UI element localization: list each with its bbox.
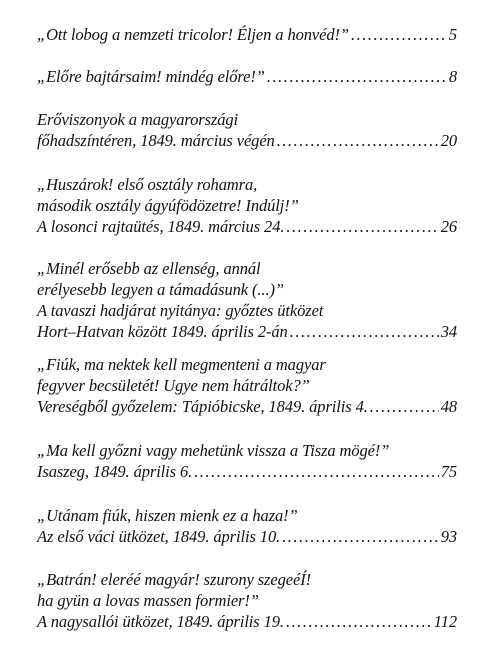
entry-title-line: ha gyün a lovas massen formier!”: [37, 591, 259, 610]
toc-entry[interactable]: [37, 66, 457, 87]
page-number: 93: [440, 527, 457, 546]
dot-leader: [267, 66, 447, 87]
toc-entry[interactable]: [37, 109, 457, 151]
dot-leader: [277, 130, 439, 151]
entry-title-line: „Előre bajtársaim! mindég előre!”: [37, 67, 265, 86]
toc-entry[interactable]: [37, 505, 457, 547]
page-number: 26: [440, 217, 457, 236]
dot-leader: [370, 396, 439, 417]
entry-title-line: „Utánam fiúk, hiszen mienk ez a haza!”: [37, 506, 298, 525]
entry-title-line: főhadszíntéren, 1849. március végén: [37, 131, 275, 150]
entry-title-line: Vereségből győzelem: Tápióbicske, 1849. április 4.: [37, 397, 368, 416]
entry-title-line: Erőviszonyok a magyarországi: [37, 110, 238, 129]
entry-title-line: Az első váci ütközet, 1849. április 10.: [37, 527, 281, 546]
dot-leader: [194, 461, 439, 482]
dot-leader: [351, 24, 447, 45]
toc-entry[interactable]: [37, 174, 457, 237]
dot-leader: [286, 216, 438, 237]
page-number: 112: [433, 612, 457, 631]
entry-title-line: A tavaszi hadjárat nyitánya: győztes ütközet: [37, 301, 324, 320]
entry-title-line: erélyesebb legyen a támadásunk (...)”: [37, 280, 284, 299]
entry-title-line: „Ott lobog a nemzeti tricolor! Éljen a honvéd!”: [37, 25, 349, 44]
page-number: 75: [440, 462, 457, 481]
entry-title-line: Isaszeg, 1849. április 6.: [37, 462, 193, 481]
entry-title-line: „Ma kell győzni vagy mehetünk vissza a Tisza mögé!”: [37, 441, 390, 460]
page-number: 48: [440, 397, 457, 416]
entry-title-line: „Batrán! eleréé magyár! szurony szegeéÍ!: [37, 570, 311, 589]
dot-leader: [286, 611, 432, 632]
entry-title-line: második osztály ágyúfödözetre! Indúlj!”: [37, 196, 299, 215]
dot-leader: [282, 526, 439, 547]
toc-entry[interactable]: [37, 24, 457, 45]
toc-entry[interactable]: [37, 354, 457, 417]
dot-leader: [290, 321, 439, 342]
entry-title-line: Hort–Hatvan között 1849. április 2-án: [37, 322, 288, 341]
entry-title-line: fegyver becsületét! Ugye nem hátráltok?”: [37, 376, 310, 395]
entry-title-line: „Minél erősebb az ellenség, annál: [37, 259, 261, 278]
page-number: 20: [440, 131, 457, 150]
page-number: 8: [448, 67, 457, 86]
page-number: 34: [440, 322, 457, 341]
toc-entry[interactable]: [37, 440, 457, 482]
page-number: 5: [448, 25, 457, 44]
entry-title-line: „Fiúk, ma nektek kell megmenteni a magyar: [37, 355, 326, 374]
entry-title-line: A losonci rajtaütés, 1849. március 24.: [37, 217, 285, 236]
toc-entry[interactable]: [37, 569, 457, 632]
entry-title-line: A nagysallói ütközet, 1849. április 19.: [37, 612, 284, 631]
entry-title-line: „Huszárok! első osztály rohamra,: [37, 175, 258, 194]
toc-entry[interactable]: [37, 258, 457, 342]
